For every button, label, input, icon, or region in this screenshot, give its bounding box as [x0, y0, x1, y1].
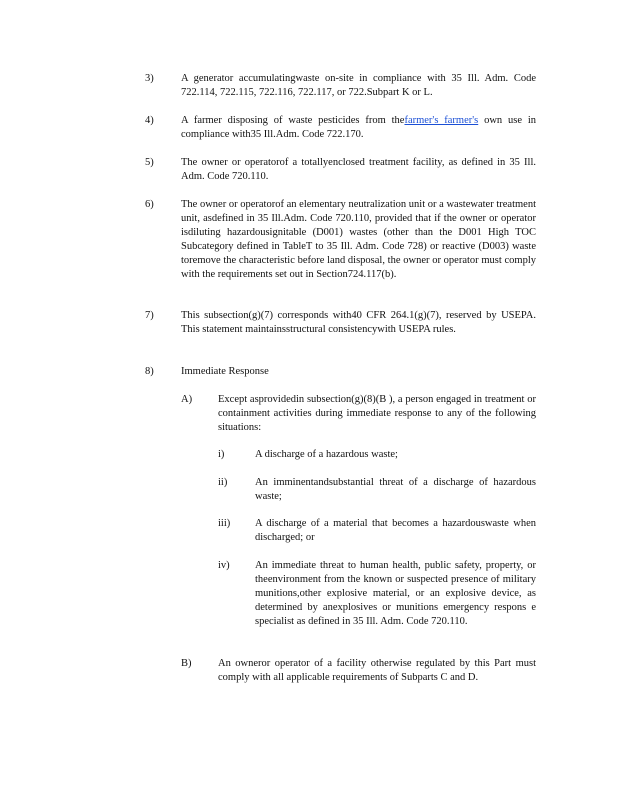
item-number: 7): [145, 310, 154, 321]
item-number: A): [181, 394, 193, 405]
item-number: iv): [218, 560, 230, 571]
item-text: This subsection(g)(7) corresponds with40 CFR 264.1(g)(7), reserved by USEPA. This statement maintainsstructural consistencywith USEPA rules.: [181, 310, 536, 335]
item-number: 5): [145, 157, 154, 168]
item-number: 3): [145, 73, 154, 84]
item-text: The owner or operatorof a totallyenclosed treatment facility, as defined in 35 Ill. Adm. Code 720.110.: [181, 157, 536, 182]
item-number: 8): [145, 366, 154, 377]
item-text: A discharge of a hazardous waste;: [255, 449, 398, 460]
farmers-link[interactable]: farmer's farmer's: [404, 115, 479, 126]
item-text: An imminentandsubstantial threat of a discharge of hazardous waste;: [255, 477, 536, 502]
item-text: An immediate threat to human health, public safety, property, or theenvironment from the known or suspected presence of military munitions,other explosive material, or an explosive device, as determined by anexplosives or munitions emergency respons e specialist as defined in 35 Ill. Adm. Code 720.110.: [255, 560, 536, 627]
item-text-part: own use in compliance with35 Ill.Adm. Code 722.170.: [181, 115, 536, 140]
item-text: A discharge of a material that becomes a hazardouswaste when discharged; or: [255, 518, 536, 543]
item-text: A generator accumulatingwaste on-site in compliance with 35 Ill. Adm. Code 722.114, 722.115, 722.116, 722.117, or 722.Subpart K or L.: [181, 73, 536, 98]
item-text: Except asprovidedin subsection(g)(8)(B ), a person engaged in treatment or containment activities during immediate response to any of the following situations:: [218, 394, 536, 433]
item-number: iii): [218, 518, 231, 529]
item-text: An owneror operator of a facility otherwise regulated by this Part must comply with all applicable requirements of Subparts C and D.: [218, 658, 536, 683]
item-text: [181, 114, 536, 142]
item-number: 4): [145, 115, 154, 126]
item-heading: Immediate Response: [181, 366, 269, 377]
item-number: 6): [145, 199, 154, 210]
item-number: ii): [218, 477, 228, 488]
item-number: i): [218, 449, 225, 460]
item-number: B): [181, 658, 192, 669]
item-text: The owner or operatorof an elementary neutralization unit or a wastewater treatment unit, asdefined in 35 Ill.Adm. Code 720.110, provided that if the owner or operator isdiluting hazardousignitable (D001) wastes (other than the D001 High TOC Subcategory defined in TableT to 35 Ill. Adm. Code 728) or reactive (D003) waste toremove the characteristic before land disposal, the owner or operator must comply with the requirements set out in Section724.117(b).: [181, 199, 536, 280]
item-text-part: A farmer disposing of waste pesticides from the: [181, 115, 405, 126]
